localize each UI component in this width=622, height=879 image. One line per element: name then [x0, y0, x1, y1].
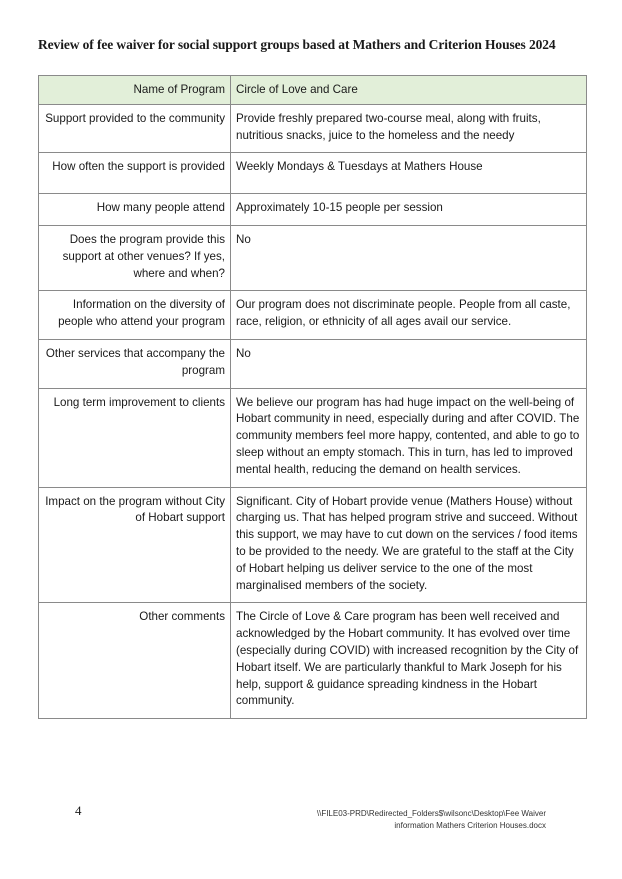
- review-table: [38, 75, 587, 719]
- row-value: Our program does not discriminate people. People from all caste, race, religion, or ethnicity of all ages avail our service.: [231, 291, 587, 340]
- table-row: [39, 104, 587, 153]
- table-row: [39, 225, 587, 290]
- table-row: [39, 388, 587, 487]
- document-title: Review of fee waiver for social support groups based at Mathers and Criterion Houses 2024: [38, 37, 556, 52]
- row-label: Information on the diversity of people who attend your program: [39, 291, 231, 340]
- footer-file-path: [286, 808, 546, 832]
- table-row: [39, 487, 587, 603]
- row-label: How many people attend: [39, 194, 231, 226]
- row-value: We believe our program has had huge impact on the well-being of Hobart community in need, especially during and after COVID. The community members feel more happy, contented, and able to go to sleep without an empty stomach. This in turn, has led to improved mental health, reducing the demand on health services.: [231, 388, 587, 487]
- row-label: Does the program provide this support at other venues? If yes, where and when?: [39, 225, 231, 290]
- footer-path-line-1: \\FILE03-PRD\Redirected_Folders$\wilsonc\Desktop\Fee Waiver: [316, 809, 546, 818]
- table-row: [39, 339, 587, 388]
- row-label: Other comments: [39, 603, 231, 719]
- row-value: Significant. City of Hobart provide venue (Mathers House) without charging us. That has helped program strive and succeed. Without this support, we may have to cut down on the services / food items to be provided to the needy. We are grateful to the staff at the City of Hobart helping us deliver service to the one of the most marginalised members of the society.: [231, 487, 587, 603]
- header-value: Circle of Love and Care: [231, 76, 587, 105]
- row-label: Impact on the program without City of Hobart support: [39, 487, 231, 603]
- row-label: Other services that accompany the program: [39, 339, 231, 388]
- row-value: No: [231, 339, 587, 388]
- table-row: [39, 153, 587, 194]
- table-row: [39, 603, 587, 719]
- row-label: How often the support is provided: [39, 153, 231, 194]
- row-value: Provide freshly prepared two-course meal, along with fruits, nutritious snacks, juice to the homeless and the needy: [231, 104, 587, 153]
- row-label: Long term improvement to clients: [39, 388, 231, 487]
- footer-path-line-2: information Mathers Criterion Houses.docx: [394, 821, 546, 830]
- header-label: Name of Program: [39, 76, 231, 105]
- table-header-row: [39, 76, 587, 105]
- row-value: The Circle of Love & Care program has been well received and acknowledged by the Hobart community. It has evolved over time (especially during COVID) with increased recognition by the City of Hobart itself. We are particularly thankful to Mark Joseph for his help, support & guidance spreading kindness in the Hobart community.: [231, 603, 587, 719]
- row-value: Weekly Mondays & Tuesdays at Mathers House: [231, 153, 587, 194]
- row-value: No: [231, 225, 587, 290]
- table-row: [39, 291, 587, 340]
- table-row: [39, 194, 587, 226]
- row-label: Support provided to the community: [39, 104, 231, 153]
- page-number: 4: [75, 803, 82, 818]
- row-value: Approximately 10-15 people per session: [231, 194, 587, 226]
